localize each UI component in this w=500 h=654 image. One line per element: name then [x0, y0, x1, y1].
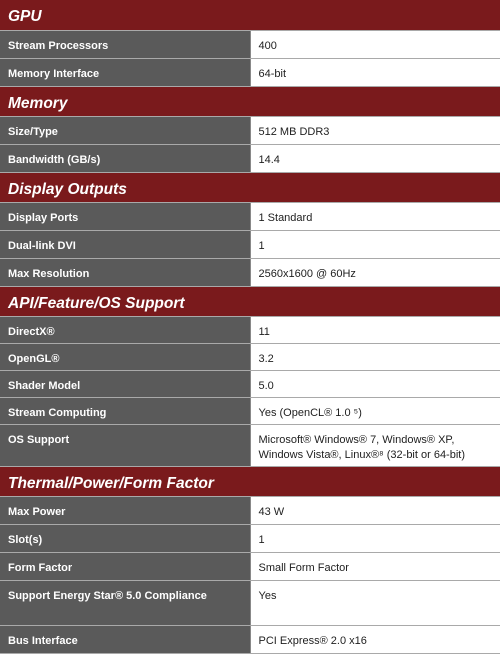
row-value: 43 W	[250, 496, 500, 524]
row-value: Small Form Factor	[250, 552, 500, 580]
row-label: Stream Processors	[0, 30, 250, 58]
row-value: 400	[250, 30, 500, 58]
row-value: Yes (OpenCL® 1.0 ⁵)	[250, 397, 500, 424]
row-value: 512 MB DDR3	[250, 116, 500, 144]
row-label: Shader Model	[0, 370, 250, 397]
row-value: Microsoft® Windows® 7, Windows® XP, Windows Vista®, Linux®⁸ (32-bit or 64-bit)	[250, 424, 500, 466]
row-value: 1	[250, 524, 500, 552]
table-row	[0, 258, 500, 286]
row-label: Memory Interface	[0, 58, 250, 86]
table-row	[0, 524, 500, 552]
row-label: Support Energy Star® 5.0 Compliance	[0, 580, 250, 625]
table-row	[0, 58, 500, 86]
row-label: Size/Type	[0, 116, 250, 144]
row-label: Display Ports	[0, 202, 250, 230]
row-label: Bandwidth (GB/s)	[0, 144, 250, 172]
row-value: 11	[250, 316, 500, 343]
table-row	[0, 343, 500, 370]
section-title: Thermal/Power/Form Factor	[0, 466, 500, 496]
table-row	[0, 202, 500, 230]
row-value: 1	[250, 230, 500, 258]
table-row	[0, 580, 500, 625]
row-value: 3.2	[250, 343, 500, 370]
section-title: API/Feature/OS Support	[0, 286, 500, 316]
section-header-display	[0, 172, 500, 202]
section-title: GPU	[0, 0, 500, 30]
row-value: Yes	[250, 580, 500, 625]
row-label: Max Power	[0, 496, 250, 524]
row-label: DirectX®	[0, 316, 250, 343]
row-label: Form Factor	[0, 552, 250, 580]
table-row	[0, 230, 500, 258]
section-header-gpu	[0, 0, 500, 30]
row-label: Slot(s)	[0, 524, 250, 552]
section-title: Memory	[0, 86, 500, 116]
row-value: 2560x1600 @ 60Hz	[250, 258, 500, 286]
row-label: Bus Interface	[0, 625, 250, 653]
row-value: PCI Express® 2.0 x16	[250, 625, 500, 653]
row-label: Dual-link DVI	[0, 230, 250, 258]
table-row	[0, 424, 500, 466]
row-value: 1 Standard	[250, 202, 500, 230]
table-row	[0, 30, 500, 58]
row-value: 5.0	[250, 370, 500, 397]
row-label: Max Resolution	[0, 258, 250, 286]
section-header-memory	[0, 86, 500, 116]
table-row	[0, 496, 500, 524]
row-label: OpenGL®	[0, 343, 250, 370]
table-row	[0, 552, 500, 580]
row-value: 64-bit	[250, 58, 500, 86]
table-row	[0, 316, 500, 343]
section-title: Display Outputs	[0, 172, 500, 202]
section-header-thermal	[0, 466, 500, 496]
row-value: 14.4	[250, 144, 500, 172]
table-row	[0, 116, 500, 144]
row-label: Stream Computing	[0, 397, 250, 424]
row-label: OS Support	[0, 424, 250, 466]
table-row	[0, 397, 500, 424]
table-row	[0, 370, 500, 397]
section-header-api	[0, 286, 500, 316]
table-row	[0, 144, 500, 172]
